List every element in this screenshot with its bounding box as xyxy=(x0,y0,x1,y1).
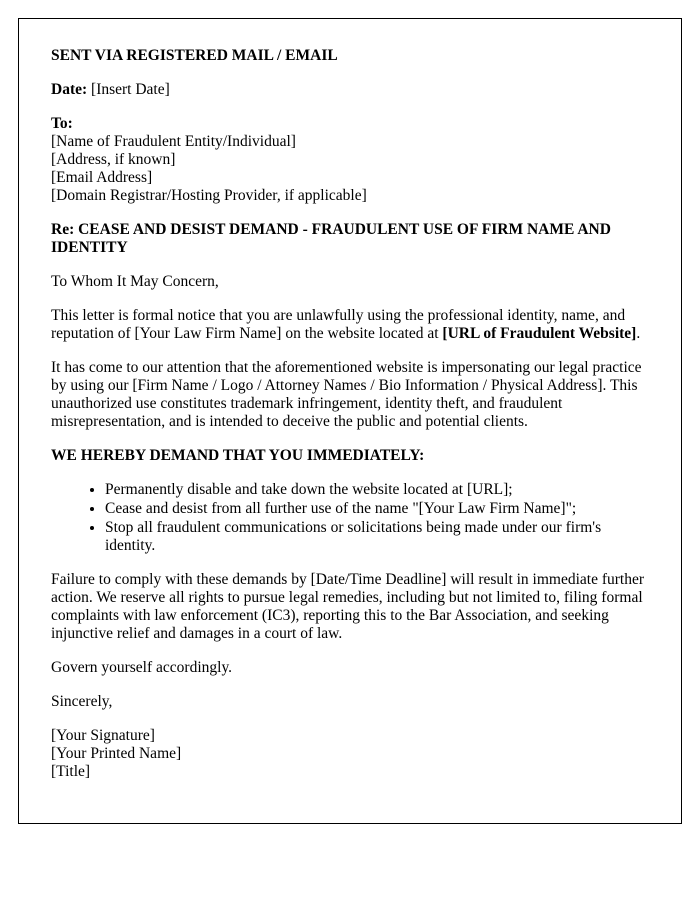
signature-block xyxy=(51,727,649,781)
demand-item: • Stop all fraudulent communications or solicitations being made under our firm's identity. xyxy=(105,519,649,555)
signature-line: [Your Signature] xyxy=(51,727,155,744)
paragraph-notice xyxy=(51,307,649,343)
demand-item: • Cease and desist from all further use of the name "[Your Law Firm Name]"; xyxy=(105,500,649,518)
demand-heading: WE HEREBY DEMAND THAT YOU IMMEDIATELY: xyxy=(51,447,425,464)
demand-item: • Permanently disable and take down the website located at [URL]; xyxy=(105,481,649,499)
signature-line: [Title] xyxy=(51,763,91,780)
closing-line: Govern yourself accordingly. xyxy=(51,659,233,676)
paragraph-notice-end: . xyxy=(636,325,641,342)
recipient-block xyxy=(51,115,649,205)
recipient-line: [Email Address] xyxy=(51,169,153,186)
recipient-line: [Name of Fraudulent Entity/Individual] xyxy=(51,133,296,150)
date-line xyxy=(51,81,649,99)
signoff: Sincerely, xyxy=(51,693,113,710)
signature-line: [Your Printed Name] xyxy=(51,745,182,762)
to-label: To: xyxy=(51,115,73,132)
date-label: Date: xyxy=(51,81,88,98)
demand-list xyxy=(51,481,649,555)
recipient-line: [Address, if known] xyxy=(51,151,176,168)
paragraph-impersonation: It has come to our attention that the aforementioned website is impersonating our legal practice by using our [Firm Name / Logo / Attorney Names / Bio Information / Physical Address]. This unauthorized use constitutes trademark infringement, identity theft, and fraudulent misrepresentation, and is intended to deceive the public and potential clients. xyxy=(51,359,642,430)
letter-page xyxy=(18,18,682,824)
fraudulent-url-placeholder: [URL of Fraudulent Website] xyxy=(442,325,637,342)
sent-via-line: SENT VIA REGISTERED MAIL / EMAIL xyxy=(51,47,338,64)
recipient-line: [Domain Registrar/Hosting Provider, if applicable] xyxy=(51,187,367,204)
date-value: [Insert Date] xyxy=(91,81,170,98)
paragraph-consequences: Failure to comply with these demands by [Date/Time Deadline] will result in immediate further action. We reserve all rights to pursue legal remedies, including but not limited to, filing formal complaints with law enforcement (IC3), reporting this to the Bar Association, and seeking injunctive relief and damages in a court of law. xyxy=(51,571,645,642)
subject-line: Re: CEASE AND DESIST DEMAND - FRAUDULENT USE OF FIRM NAME AND IDENTITY xyxy=(51,221,611,256)
paragraph-notice-text: This letter is formal notice that you are unlawfully using the professional identity, name, and reputation of [Your Law Firm Name] on the website located at xyxy=(51,307,626,342)
salutation: To Whom It May Concern, xyxy=(51,273,219,290)
